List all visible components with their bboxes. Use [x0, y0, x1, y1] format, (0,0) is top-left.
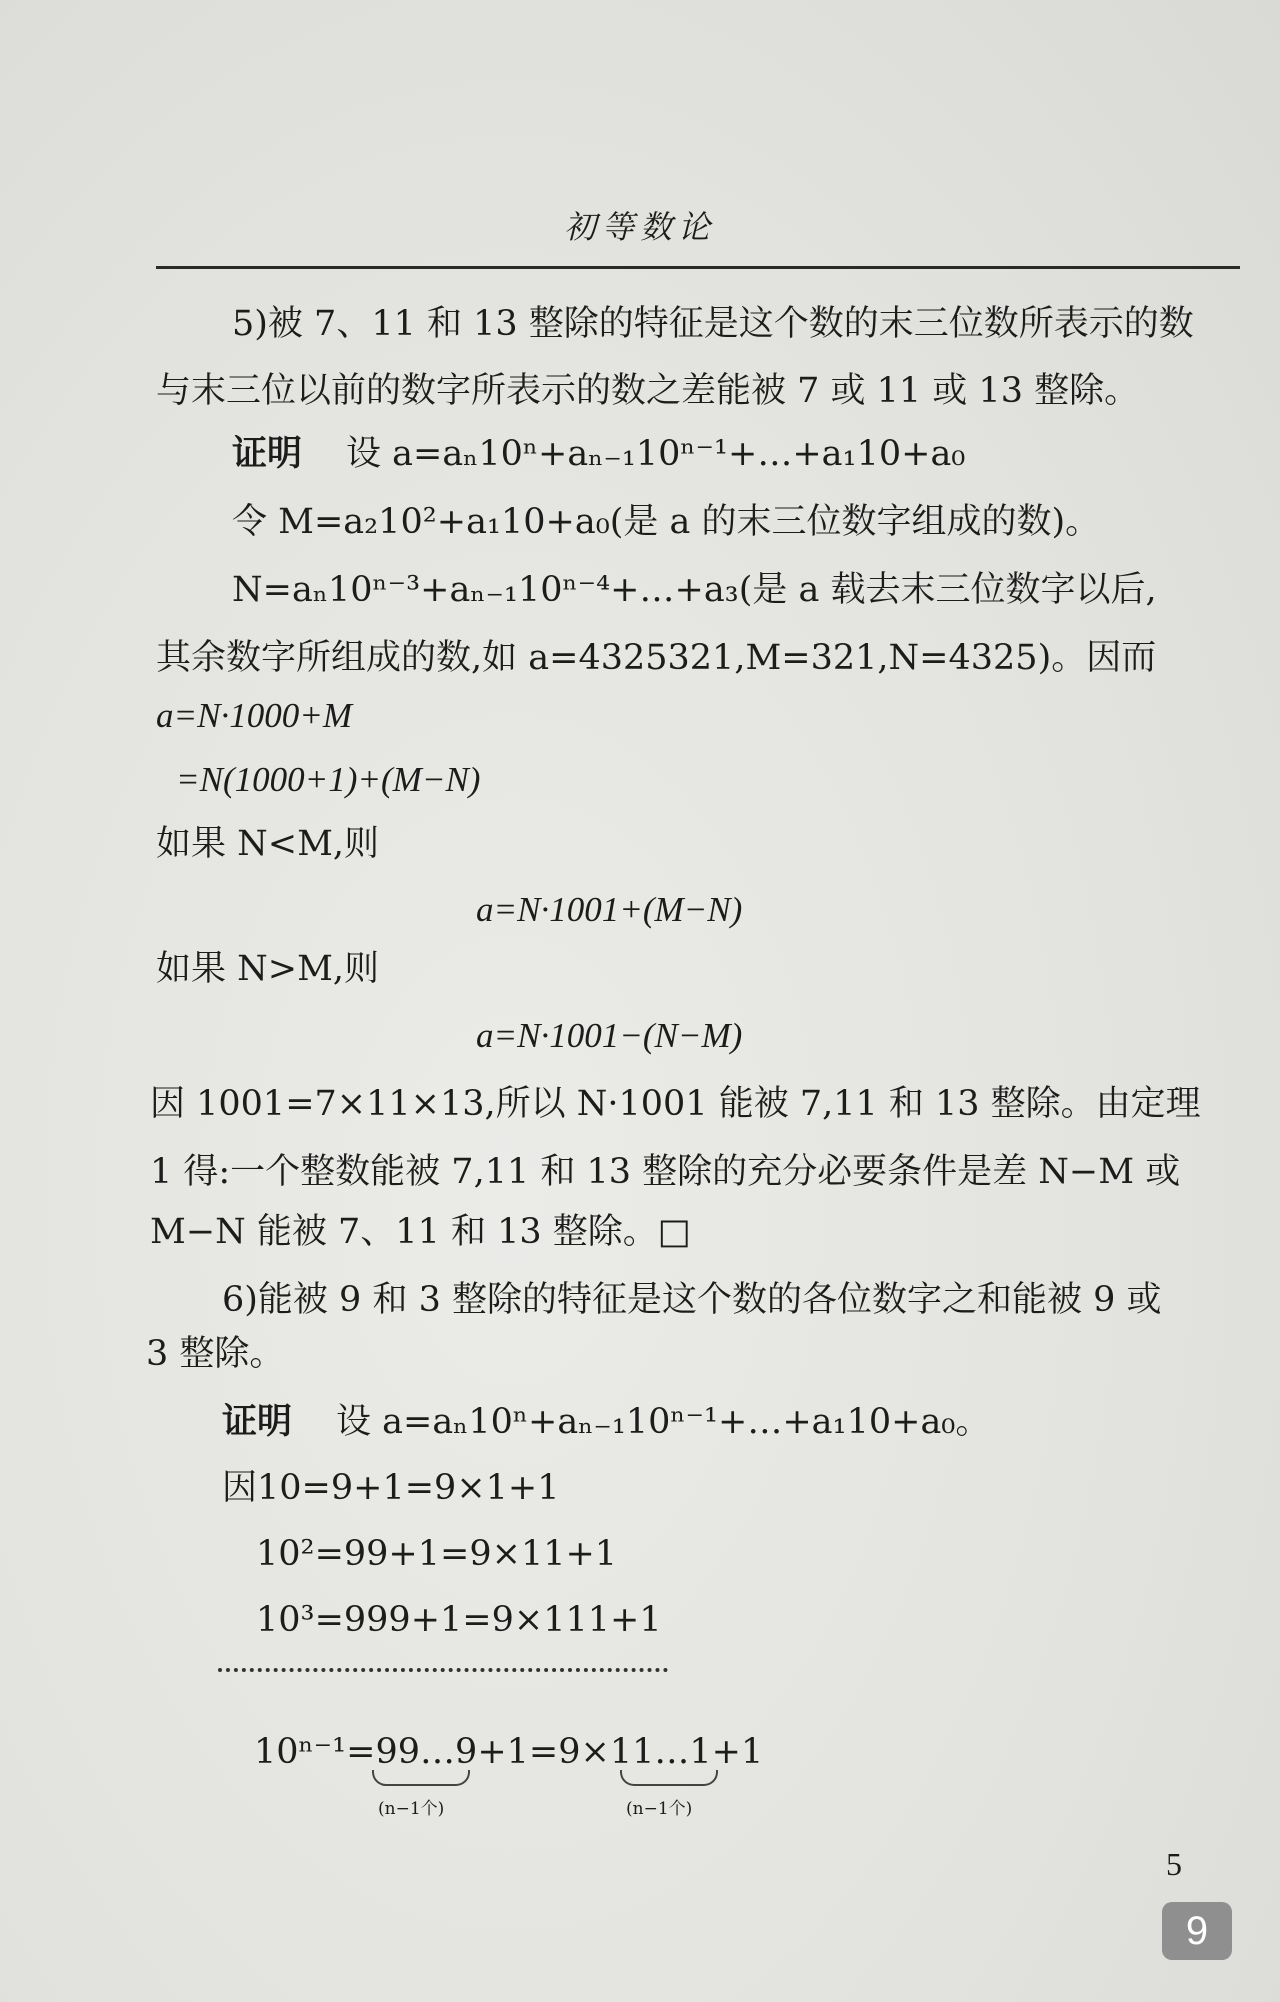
because-line-2: 1 得:一个整数能被 7,11 和 13 整除的充分必要条件是差 N−M 或: [150, 1152, 1181, 1192]
proof-1-definition: 设 a=aₙ10ⁿ+aₙ₋₁10ⁿ⁻¹+…+a₁10+a₀: [346, 434, 966, 474]
page-indicator-badge[interactable]: 9: [1162, 1902, 1232, 1960]
equation-n-greater-m: a=N·1001−(N−M): [476, 1016, 743, 1055]
because-line-1: 因 1001=7×11×13,所以 N·1001 能被 7,11 和 13 整除。由定理: [150, 1084, 1201, 1124]
section-6-line-1: 6)能被 9 和 3 整除的特征是这个数的各位数字之和能被 9 或: [222, 1280, 1162, 1320]
proof-label-2: 证明: [222, 1401, 293, 1442]
proof-2-definition: 设 a=aₙ10ⁿ+aₙ₋₁10ⁿ⁻¹+…+a₁10+a₀。: [336, 1402, 991, 1442]
header-rule: [156, 266, 1240, 269]
equation-a-1: a=N·1000+M: [156, 696, 352, 735]
let-m-definition: 令 M=a₂10²+a₁10+a₀(是 a 的末三位数字组成的数)。: [232, 502, 1101, 542]
section-5-line-2: 与末三位以前的数字所表示的数之差能被 7 或 11 或 13 整除。: [156, 371, 1140, 411]
n-definition-cont: 其余数字所组成的数,如 a=4325321,M=321,N=4325)。因而: [156, 638, 1157, 678]
page-number: 5: [1166, 1846, 1182, 1882]
underbrace-nines: [372, 1770, 470, 1786]
equation-a-2: =N(1000+1)+(M−N): [176, 760, 481, 799]
equation-ten: 因10=9+1=9×1+1: [222, 1468, 560, 1508]
underbrace-label-1: (n−1个): [378, 1799, 445, 1819]
section-5-line-1: 5)被 7、11 和 13 整除的特征是这个数的末三位数所表示的数: [232, 304, 1194, 344]
equation-hundred: 10²=99+1=9×11+1: [256, 1534, 618, 1574]
n-definition: N=aₙ10ⁿ⁻³+aₙ₋₁10ⁿ⁻⁴+…+a₃(是 a 载去末三位数字以后,: [232, 570, 1157, 610]
page-header-title: 初等数论: [563, 208, 716, 246]
underbrace-label-2: (n−1个): [626, 1799, 693, 1819]
proof-label-1: 证明: [232, 433, 303, 474]
because-line-3: M−N 能被 7、11 和 13 整除。□: [150, 1212, 691, 1252]
section-6-line-2: 3 整除。: [146, 1334, 285, 1374]
equation-n-less-m: a=N·1001+(M−N): [476, 890, 743, 929]
equation-general: 10ⁿ⁻¹=99…9+1=9×11…1+1: [254, 1732, 764, 1772]
if-n-greater-m: 如果 N>M,则: [156, 949, 380, 989]
underbrace-ones: [620, 1770, 718, 1786]
equation-thousand: 10³=999+1=9×111+1: [256, 1600, 662, 1640]
if-n-less-m: 如果 N<M,则: [156, 824, 380, 864]
ellipsis-dotted-line: [218, 1668, 668, 1672]
